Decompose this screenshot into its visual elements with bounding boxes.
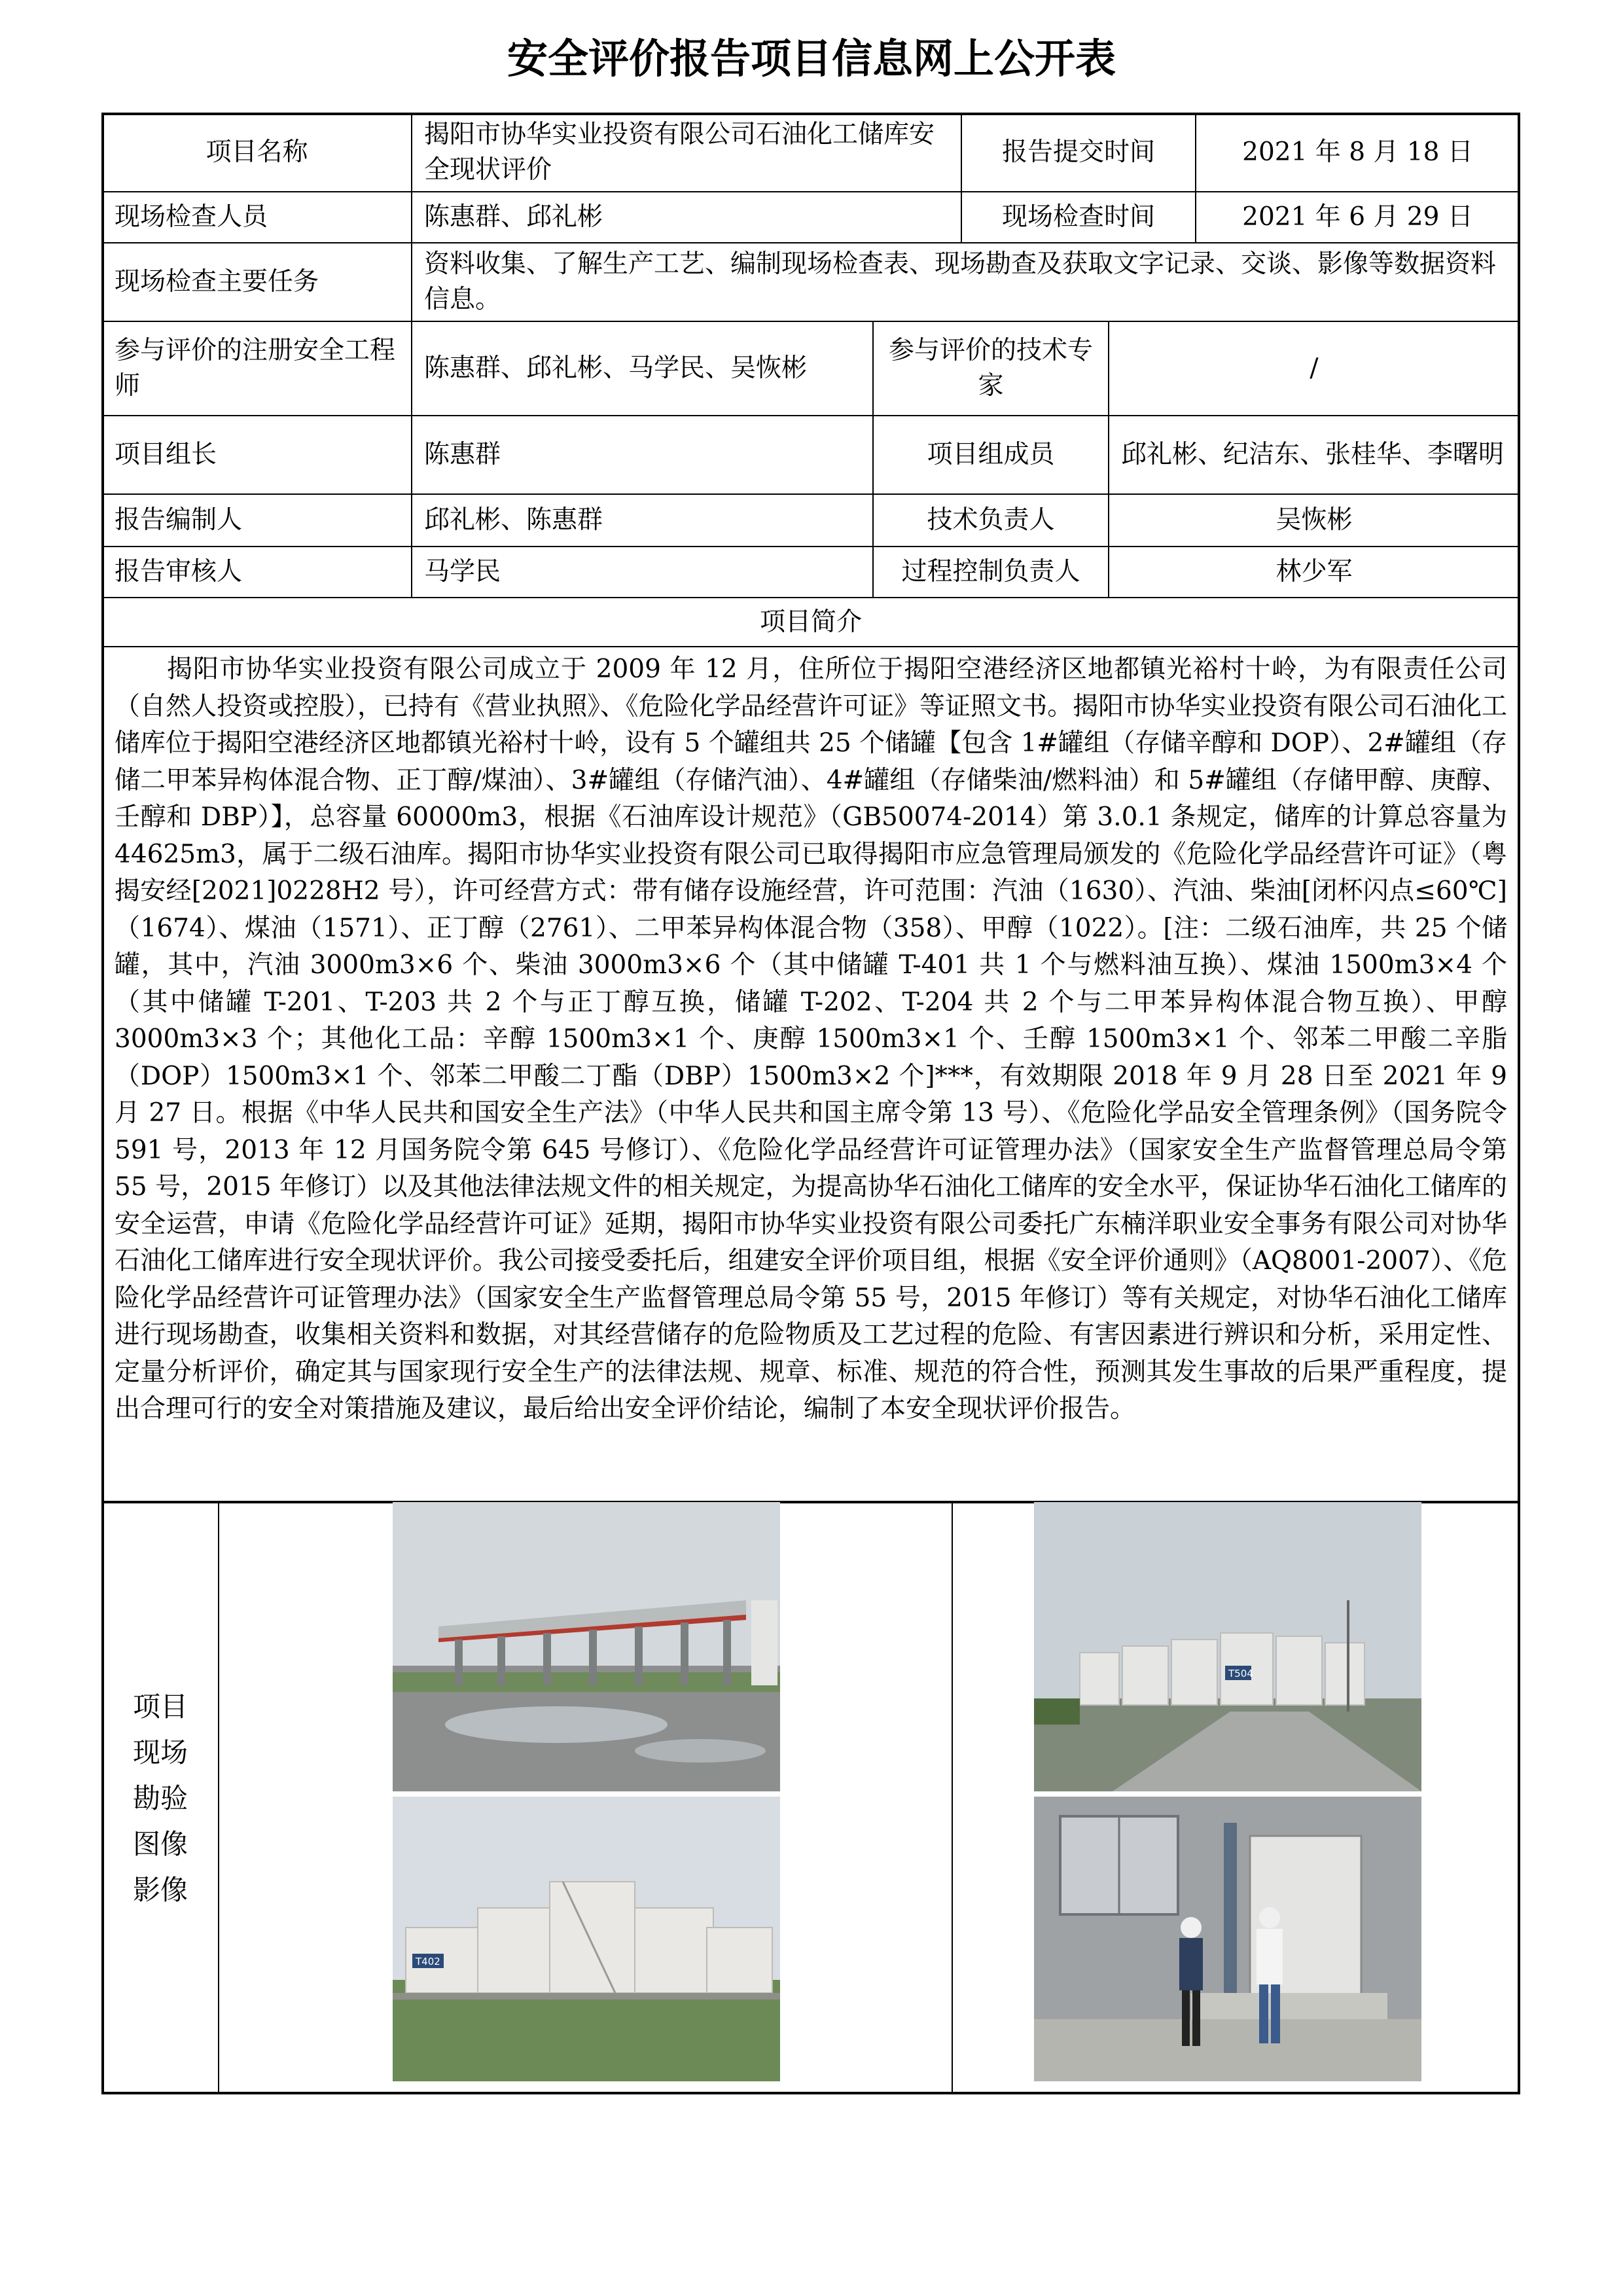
inspectors-label: 现场检查人员	[101, 191, 412, 243]
tasks-label: 现场检查主要任务	[101, 242, 412, 322]
page-title: 安全评价报告项目信息网上公开表	[507, 35, 1116, 82]
photo-large-tanks	[393, 1797, 780, 2081]
experts-label: 参与评价的技术专家	[872, 321, 1109, 416]
inspect-time-label: 现场检查时间	[961, 191, 1196, 243]
project-name-value: 揭阳市协华实业投资有限公司石油化工储库安全现状评价	[411, 113, 962, 192]
tasks-value: 资料收集、了解生产工艺、编制现场检查表、现场勘查及获取文字记录、交谈、影像等数据资料信息。	[411, 242, 1520, 322]
members-value: 邱礼彬、纪洁东、张桂华、李曙明	[1108, 415, 1520, 495]
engineers-value: 陈惠群、邱礼彬、马学民、吴恢彬	[411, 321, 874, 416]
tank-label-t402: T402	[416, 1956, 440, 1967]
experts-value: /	[1108, 321, 1520, 416]
photos-label-text: 项目现场勘验图像影像	[132, 1690, 188, 1906]
leader-label: 项目组长	[101, 415, 412, 495]
reviewer-label: 报告审核人	[101, 546, 412, 598]
tech-label: 技术负责人	[872, 493, 1109, 547]
submit-time-label: 报告提交时间	[961, 113, 1196, 192]
process-value: 林少军	[1108, 546, 1520, 598]
author-label: 报告编制人	[101, 493, 412, 547]
tank-label-t504: T504	[1228, 1668, 1253, 1679]
photo-tank-farm	[1034, 1502, 1421, 1791]
engineers-label: 参与评价的注册安全工程师	[101, 321, 412, 416]
members-label: 项目组成员	[872, 415, 1109, 495]
inspectors-value: 陈惠群、邱礼彬	[411, 191, 962, 243]
intro-heading: 项目简介	[101, 597, 1520, 647]
reviewer-value: 马学民	[411, 546, 874, 598]
tech-value: 吴恢彬	[1108, 493, 1520, 547]
photo-inspection-team	[1034, 1797, 1421, 2081]
author-value: 邱礼彬、陈惠群	[411, 493, 874, 547]
project-name-label: 项目名称	[101, 113, 412, 192]
intro-text: 揭阳市协华实业投资有限公司成立于 2009 年 12 月，住所位于揭阳空港经济区地都镇光裕村十岭，为有限责任公司（自然人投资或控股），已持有《营业执照》、《危险化学品经营许可证》等证照文书。揭阳市协华实业投资有限公司石油化工储库位于揭阳空港经济区地都镇光裕村十岭，设有 5 个罐组共 25 个储罐【包含 1#罐组（存储辛醇和 DOP）、2#罐组（存储二甲苯异构体混合物、正丁醇/煤油）、3#罐组（存储汽油）、4#罐组（存储柴油/燃料油）和 5#罐组（存储甲醇、庚醇、壬醇和 DBP）】，总容量 60000m3，根据《石油库设计规范》（GB50074-2014）第 3.0.1 条规定，储库的计算总容量为 44625m3，属于二级石油库。揭阳市协华实业投资有限公司已取得揭阳市应急管理局颁发的《危险化学品经营许可证》（粤揭安经[2021]0228H2 号），许可经营方式：带有储存设施经营，许可范围：汽油（1630）、汽油、柴油[闭杯闪点≤60℃]（1674）、煤油（1571）、正丁醇（2761）、二甲苯异构体混合物（358）、甲醇（1022）。[注：二级石油库，共 25 个储罐，其中，汽油 3000m3×6 个、柴油 3000m3×6 个（其中储罐 T-401 共 1 个与燃料油互换）、煤油 1500m3×4 个（其中储罐 T-201、T-203 共 2 个与正丁醇互换，储罐 T-202、T-204 共 2 个与二甲苯异构体混合物互换）、甲醇 3000m3×3 个；其他化工品：辛醇 1500m3×1 个、庚醇 1500m3×1 个、壬醇 1500m3×1 个、邻苯二甲酸二辛脂（DOP）1500m3×1 个、邻苯二甲酸二丁酯（DBP）1500m3×2 个]***，有效期限 2018 年 9 月 28 日至 2021 年 9 月 27 日。根据《中华人民共和国安全生产法》（中华人民共和国主席令第 13 号）、《危险化学品安全管理条例》（国务院令 591 号，2013 年 12 月国务院令第 645 号修订）、《危险化学品经营许可证管理办法》（国家安全生产监督管理总局令第 55 号，2015 年修订）以及其他法律法规文件的相关规定，为提高协华石油化工储库的安全水平，保证协华石油化工储库的安全运营，申请《危险化学品经营许可证》延期，揭阳市协华实业投资有限公司委托广东楠洋职业安全事务有限公司对协华石油化工储库进行安全现状评价。我公司接受委托后，组建安全评价项目组，根据《安全评价通则》（AQ8001-2007）、《危险化学品经营许可证管理办法》（国家安全生产监督管理总局令第 55 号，2015 年修订）等有关规定，对协华石油化工储库进行现场勘查，收集相关资料和数据，对其经营储存的危险物质及工艺过程的危险、有害因素进行辨识和分析，采用定性、定量分析评价，确定其与国家现行安全生产的法律法规、规章、标准、规范的符合性，预测其发生事故的后果严重程度，提出合理可行的安全对策措施及建议，最后给出安全评价结论，编制了本安全现状评价报告。	[101, 646, 1520, 1502]
photo-loading-canopy	[393, 1502, 780, 1791]
inspect-time-value: 2021 年 6 月 29 日	[1195, 191, 1520, 243]
leader-value: 陈惠群	[411, 415, 874, 495]
submit-time-value: 2021 年 8 月 18 日	[1195, 113, 1520, 192]
photos-label	[101, 1502, 219, 2094]
process-label: 过程控制负责人	[872, 546, 1109, 598]
